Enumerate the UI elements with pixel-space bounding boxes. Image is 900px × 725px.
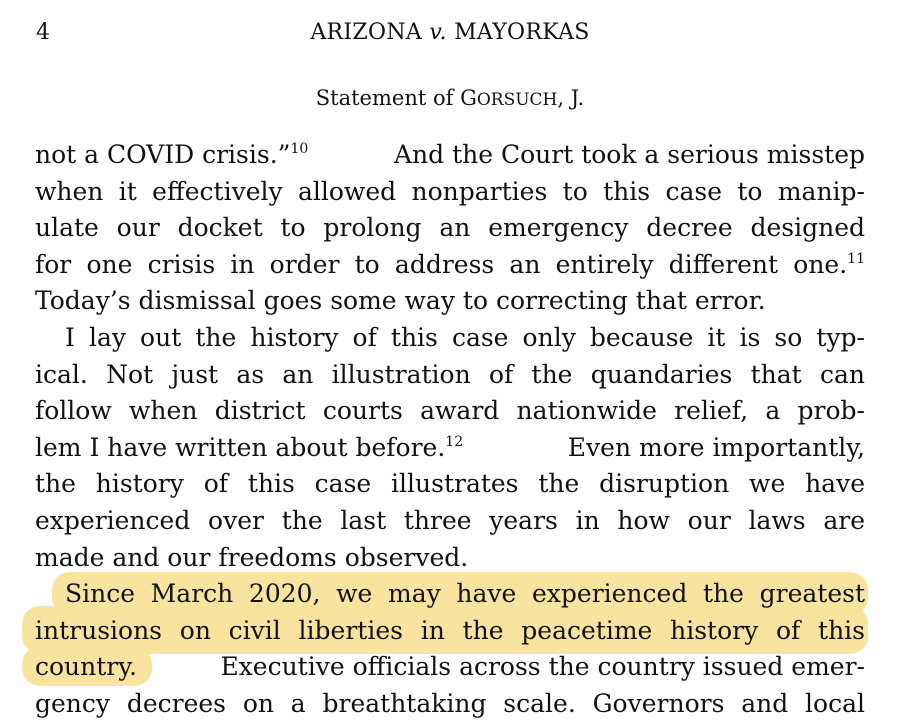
text-line [35, 649, 865, 686]
footnote-marker: 11 [847, 250, 865, 267]
text-fragment: for one crisis in order to address an entirely different one. [35, 249, 848, 279]
page-number: 4 [36, 20, 50, 45]
text-line [35, 393, 865, 430]
text-line [35, 540, 865, 577]
case-title-versus: v. [429, 20, 447, 45]
text-fragment: ulate our docket to prolong an emergency decree designed [35, 213, 865, 243]
text-fragment: ical. Not just as an illustration of the quandaries that can [35, 359, 865, 389]
text-fragment: Today’s dismissal goes some way to correcting that error. [35, 286, 766, 316]
footnote-marker: 12 [445, 433, 464, 450]
text-fragment: Executive officials across the country issued emer- [220, 652, 865, 682]
text-line [35, 357, 865, 394]
text-line [35, 503, 865, 540]
text-line [35, 210, 865, 247]
text-line [35, 466, 865, 503]
text-line [35, 686, 865, 723]
text-line [35, 247, 865, 284]
text-line [35, 430, 865, 467]
justice-name-rest: ORSUCH [476, 90, 558, 110]
text-fragment: Even more importantly, [567, 432, 865, 462]
text-line [35, 283, 865, 320]
text-fragment: country. [35, 652, 138, 682]
text-fragment: made and our freedoms observed. [35, 542, 469, 572]
text-fragment: follow when district courts award nationwide relief, a prob- [35, 396, 865, 426]
justice-name-initial: G [460, 86, 477, 110]
text-fragment: when it effectively allowed nonparties to this case to manip- [35, 176, 865, 206]
text-line [35, 576, 865, 613]
text-fragment: the history of this case illustrates the disruption we have [35, 469, 865, 499]
text-fragment: And the Court took a serious misstep [393, 140, 865, 169]
case-title [0, 18, 900, 48]
statement-prefix: Statement of [315, 86, 454, 110]
text-line [35, 137, 865, 174]
text-fragment: intrusions on civil liberties in the peacetime history of this [35, 615, 865, 645]
case-title-party-2: MAYORKAS [454, 20, 590, 45]
text-line [35, 320, 865, 357]
text-fragment: experienced over the last three years in how our laws are [35, 505, 865, 535]
statement-heading [0, 84, 900, 114]
text-fragment: lem I have written about before. [35, 432, 446, 462]
text-fragment: not a COVID crisis.” [35, 140, 291, 169]
text-fragment: gency decrees on a breathtaking scale. Governors and local [35, 688, 865, 718]
opinion-body [35, 137, 865, 723]
text-line [35, 613, 865, 650]
case-title-party-1: ARIZONA [310, 20, 423, 45]
text-fragment: I lay out the history of this case only because it is so typ- [65, 322, 865, 352]
statement-suffix: , J. [557, 86, 585, 110]
text-fragment: Since March 2020, we may have experienced the greatest [65, 579, 865, 609]
text-line [35, 174, 865, 211]
footnote-marker: 10 [290, 141, 309, 157]
